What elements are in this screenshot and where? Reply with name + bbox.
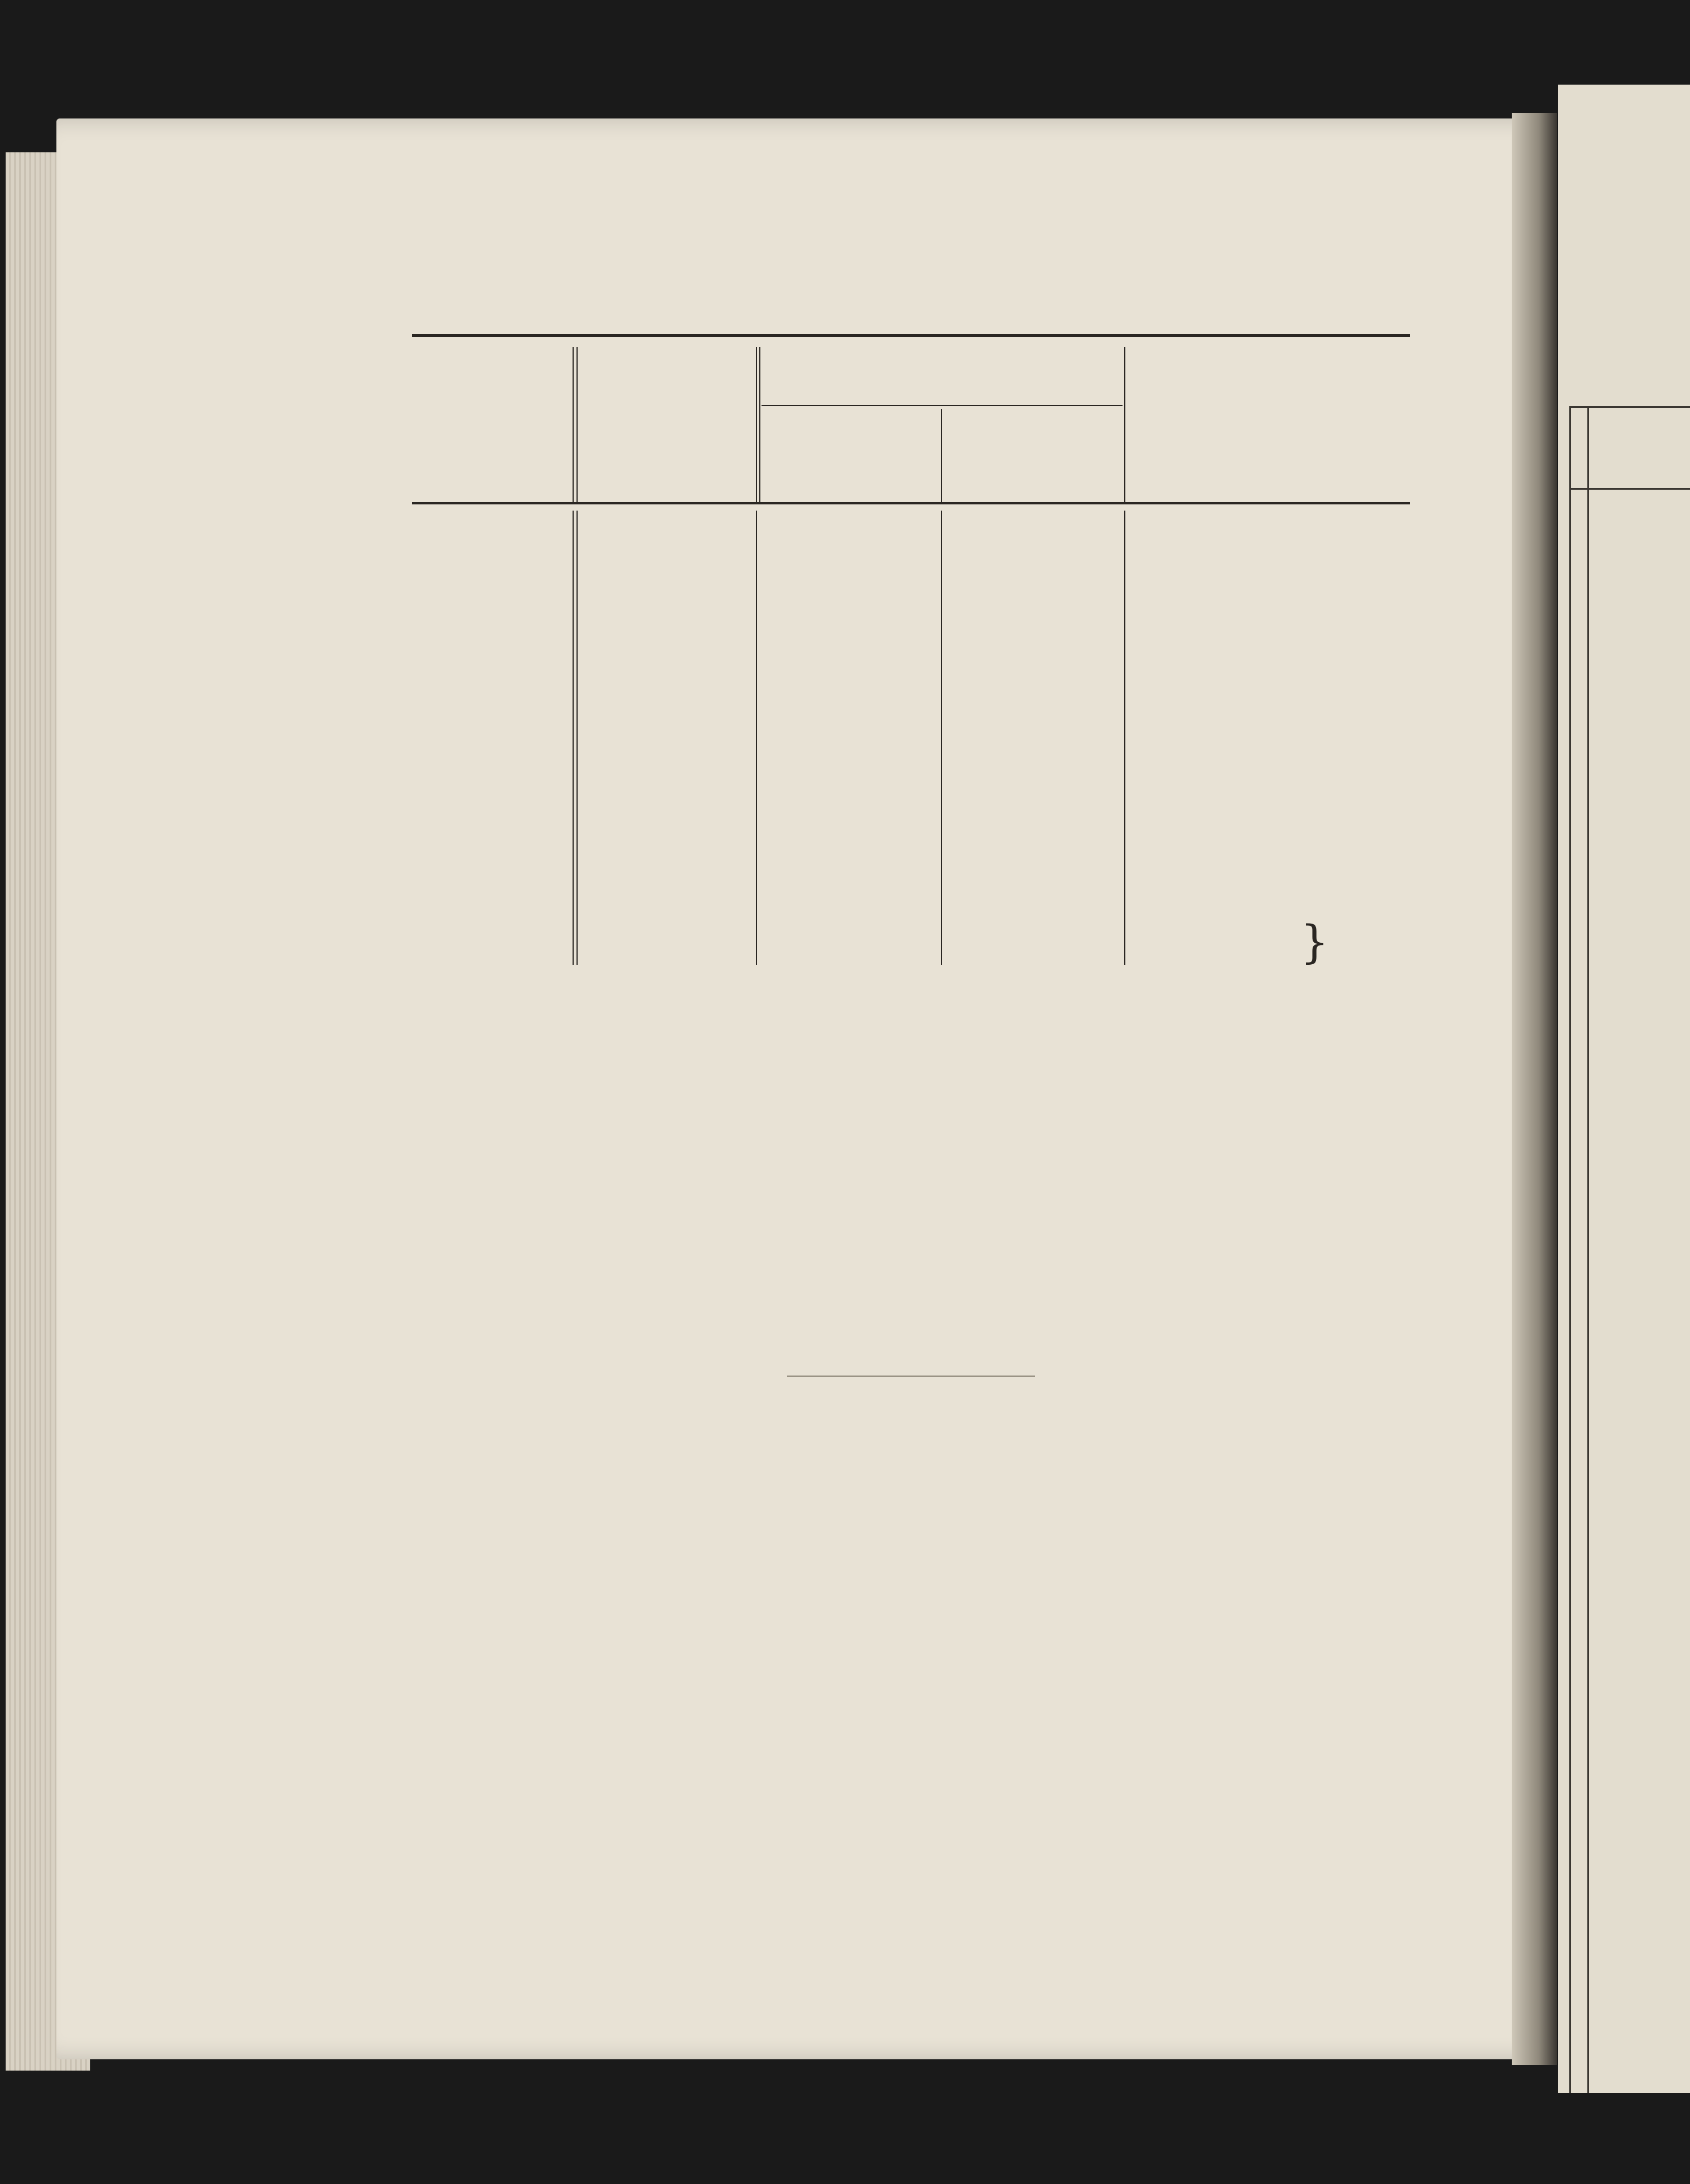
table-header-rule <box>412 502 1410 504</box>
col-divider <box>573 511 574 965</box>
facing-page <box>1558 85 1690 2093</box>
col-divider <box>573 347 574 502</box>
col-divider <box>756 347 757 502</box>
col-divider <box>759 347 760 502</box>
book-page <box>56 118 1557 2059</box>
col-divider <box>941 511 942 965</box>
book-gutter <box>1512 113 1557 2065</box>
closing-rule <box>787 1376 1035 1377</box>
facing-col-line <box>1587 406 1589 2093</box>
table-top-rule <box>412 334 1410 337</box>
abgabe-subrule <box>762 405 1123 406</box>
col-divider <box>1124 511 1125 965</box>
col-divider <box>576 511 578 965</box>
col-divider <box>941 409 942 502</box>
facing-col-line <box>1569 406 1571 2093</box>
col-divider <box>1124 347 1125 502</box>
bracket-symbol: } <box>1300 916 1329 968</box>
col-divider <box>756 511 757 965</box>
col-divider <box>576 347 578 502</box>
